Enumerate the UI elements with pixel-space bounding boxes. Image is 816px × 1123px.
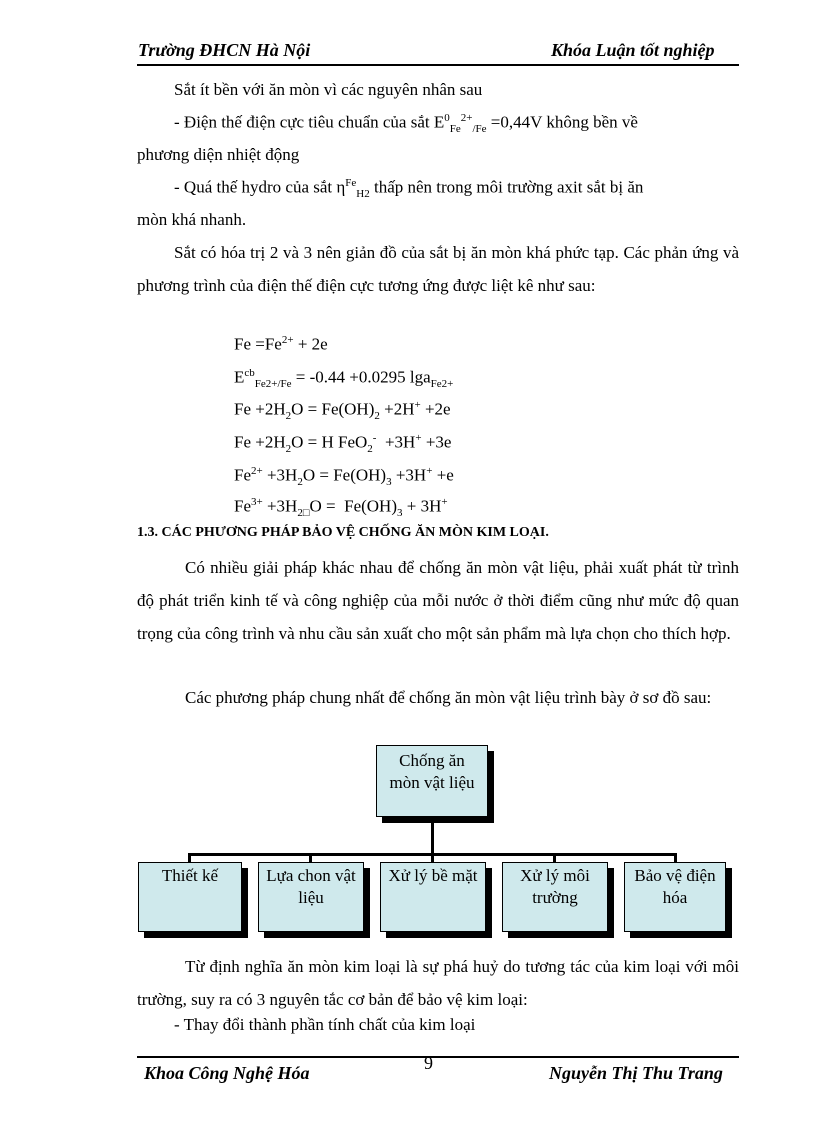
footer-rule [137, 1056, 739, 1058]
diagram-stem [431, 823, 434, 855]
paragraph-7: Từ định nghĩa ăn mòn kim loại là sự phá huỷ do tương tác của kim loại với môi trường, suy ra có 3 nguyên tắc cơ bản để bảo vệ kim loại: [137, 957, 739, 1009]
diagram-node-xu-ly-be-mat: Xử lý bề mặt [380, 862, 486, 932]
paragraph-4: Sắt có hóa trị 2 và 3 nên giản đồ của sắt bị ăn mòn khá phức tạp. Các phản ứng và phương trình của điện thế điện cực tương ứng được liệt kê như sau: [137, 243, 739, 295]
diagram-node-lua-chon: Lựa chon vật liệu [258, 862, 364, 932]
diagram-node-xu-ly-moi-truong: Xử lý môi trường [502, 862, 608, 932]
p3-supFe: Fe [345, 177, 357, 189]
paragraph-8: - Thay đổi thành phần tính chất của kim loại [174, 1015, 476, 1034]
paragraph-2-cont: phương diện nhiệt động [137, 145, 300, 164]
paragraph-1: Sắt ít bền với ăn mòn vì các nguyên nhân sau [174, 80, 483, 99]
equation-4: $Fe +2H_2O = H$ FeO$_2$- +3H+ +3e [234, 432, 452, 456]
diagram-root: Chống ăn mòn vật liệu [376, 745, 488, 817]
paragraph-3-cont: mòn khá nhanh. [137, 210, 247, 229]
header-rule [137, 64, 739, 66]
equation-3: $Fe +2H_2O = Fe(OH)_2 +2H^+ +2e$ [234, 399, 451, 423]
equation-2: $E^{cb}_{Fe2+/Fe} = -0.44 +0.0295$ lga$_{Fe2+}$ [234, 367, 454, 391]
section-heading: 1.3. CÁC PHƯƠNG PHÁP BẢO VỆ CHỐNG ĂN MÒN KIM LOẠI. [137, 525, 549, 540]
header-title: Khóa Luận tốt nghiệp [551, 40, 715, 60]
p2-subFe: Fe [449, 123, 461, 136]
paragraph-6: Các phương pháp chung nhất để chống ăn mòn vật liệu trình bày ở sơ đồ sau: [185, 688, 712, 707]
footer-dept: Khoa Công Nghệ Hóa [144, 1063, 310, 1083]
p3-text: - Quá thế hydro của sắt η [174, 177, 346, 197]
header-school: Trường ĐHCN Hà Nội [138, 40, 311, 60]
diagram-node-thiet-ke: Thiết kế [138, 862, 242, 932]
equation-1: $Fe =Fe^{2+} + 2e$ [234, 334, 328, 354]
p2-sup0: 0 [444, 112, 450, 124]
paragraph-2 [174, 112, 739, 135]
p3-end: thấp nên trong môi trường axit sắt bị ăn [369, 177, 644, 197]
p2-end: =0,44V không bền về [490, 112, 638, 132]
equation-5: $Fe^{2+} +3H_2O = Fe(OH)_3 +3H^+ +e$ [234, 465, 454, 489]
p2-text: - Điện thế điện cực tiêu chuẩn của sắt E [174, 112, 445, 132]
p2-subFe2: /Fe [472, 123, 487, 136]
p2-sup2: 2+ [460, 112, 473, 124]
paragraph-5: Có nhiều giải pháp khác nhau để chống ăn mòn vật liệu, phải xuất phát từ trình độ phát triển kinh tế và công nghiệp của mỗi nước ở thời điểm cũng như mức độ quan trọng của công trình và nhu cầu sản xuất cho một sản phẩm mà lựa chọn cho thích hợp. [137, 558, 739, 643]
footer-author: Nguyễn Thị Thu Trang [549, 1063, 723, 1083]
page-number: 9 [424, 1053, 433, 1073]
p3-subH2: H2 [356, 188, 370, 201]
equation-6: $Fe^{3+} +3H_{2□}O = Fe(OH)_3 + 3H^+$ [234, 496, 448, 520]
paragraph-3 [174, 177, 643, 200]
diagram-node-bao-ve-dien-hoa: Bảo vệ điện hóa [624, 862, 726, 932]
